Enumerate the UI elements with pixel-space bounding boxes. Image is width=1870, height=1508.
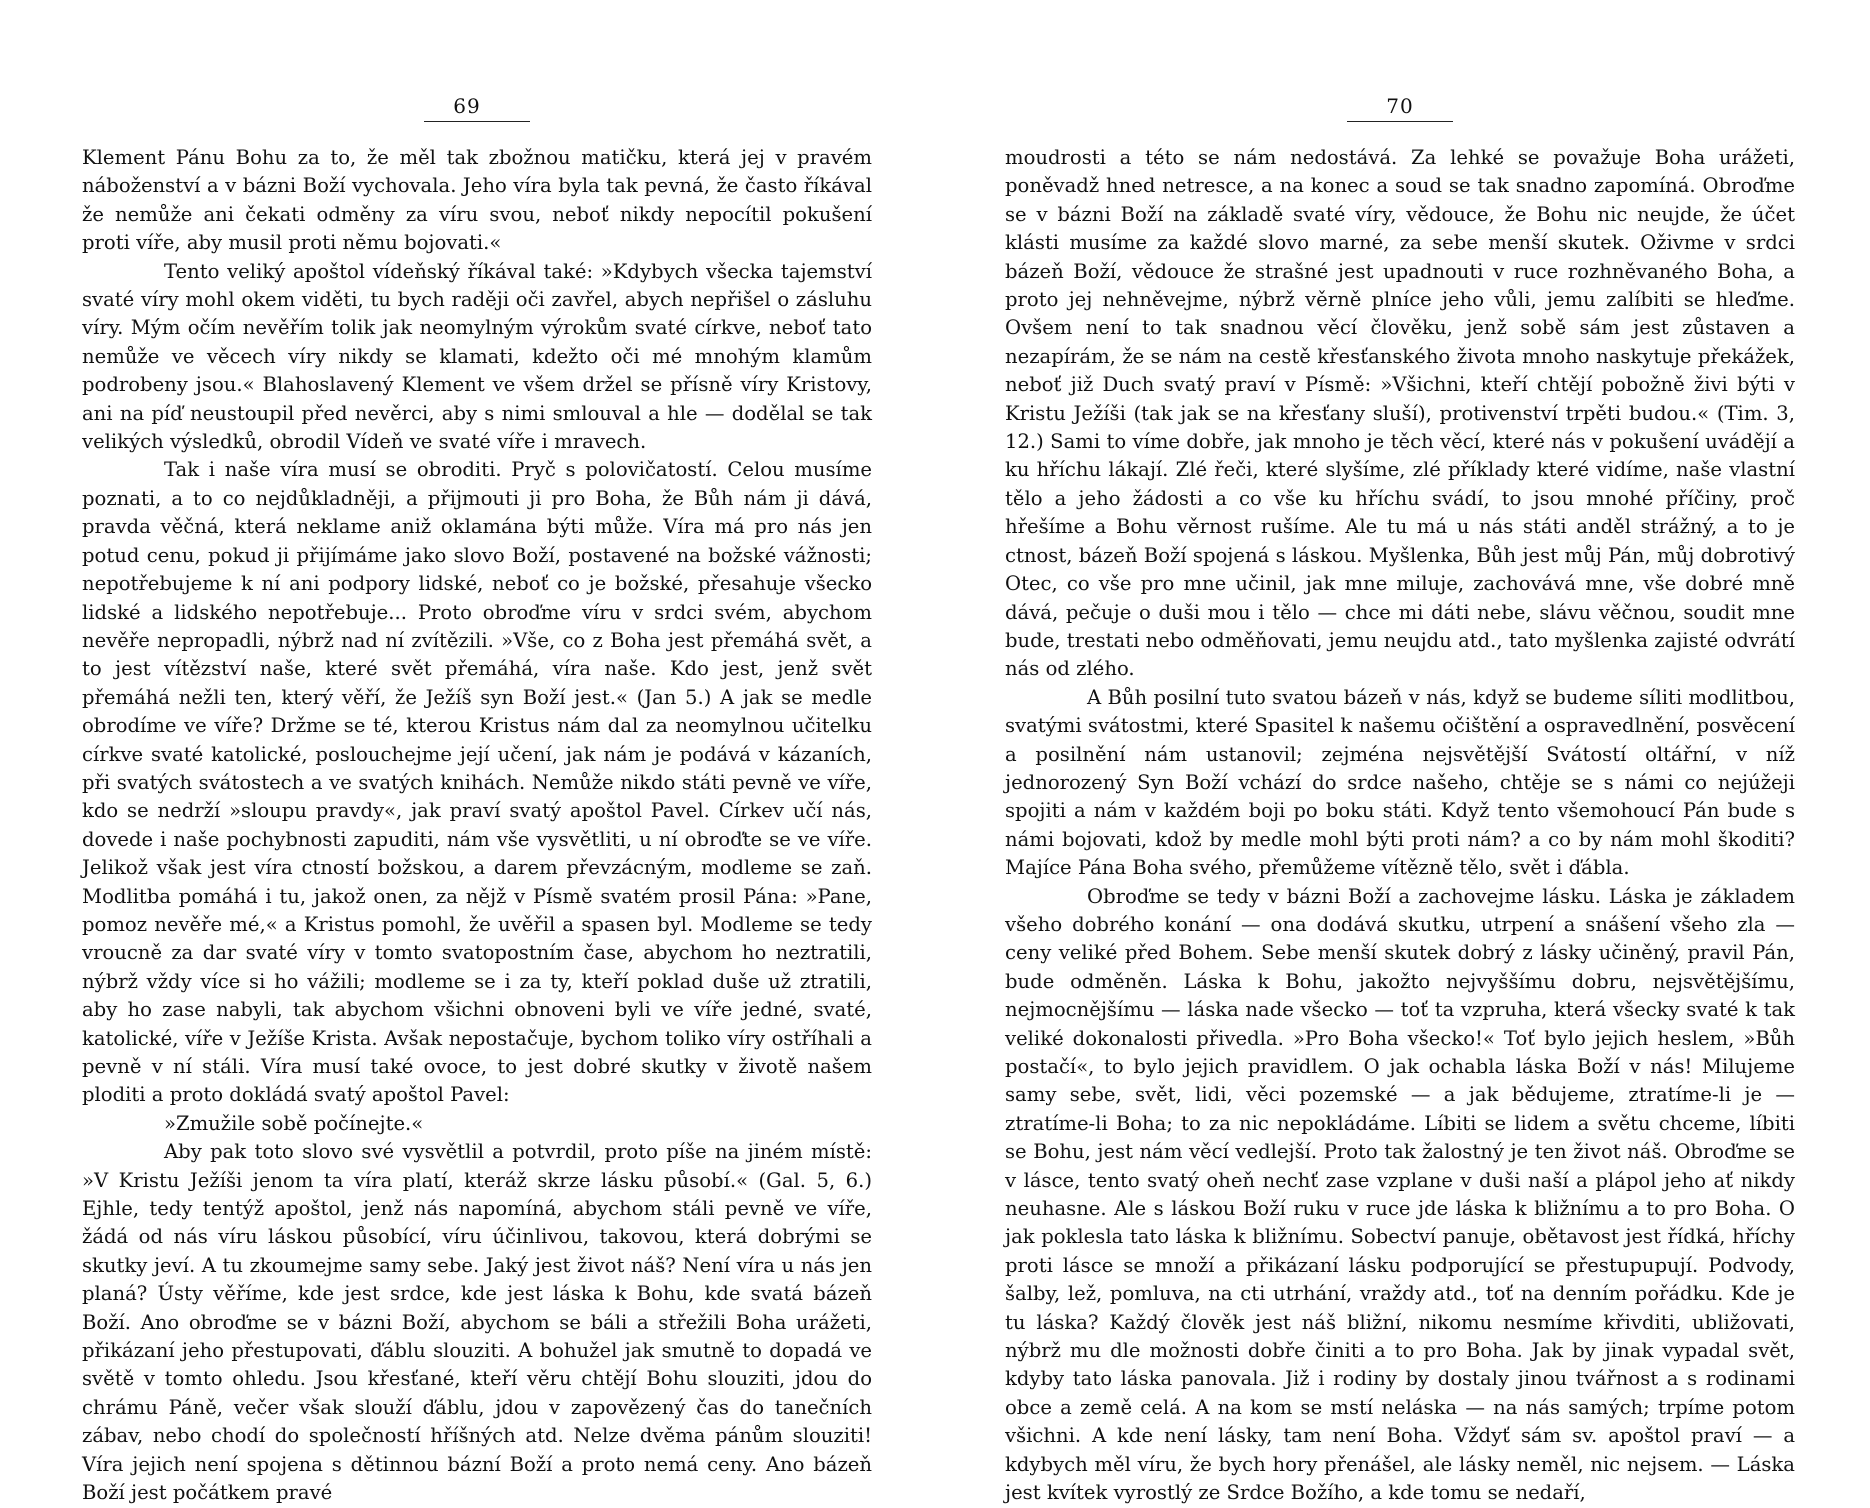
- page-text: [82, 144, 872, 1508]
- page-number-rule: [424, 121, 530, 122]
- paragraph: moudrosti a této se nám nedostává. Za lehké se považuje Boha urážeti, poněvadž hned netresce, a na konec a soud se tak snadno zapomíná. Obroďme se v bázni Boží na základě svaté víry, vědouce, že Bohu nic neujde, že účet klásti musíme za každé slovo marné, za sebe menší skutek. Oživme v srdci bázeň Boží, vědouce že strašné jest upadnouti v ruce rozhněvaného Boha, a proto jej nehněvejme, nýbrž věrně plníce jeho vůli, jemu zalíbiti se hleďme. Ovšem není to tak snadnou věcí člověku, jenž sobě sám jest zůstaven a nezapírám, že se nám na cestě křesťanského života mnoho naskytuje překážek, neboť již Duch svatý praví v Písmě: »Všichni, kteří chtějí pobožně živi býti v Kristu Ježíši (tak jak se na křesťany sluší), protivenství trpěti budou.« (Tim. 3, 12.) Sami to víme dobře, jak mnoho je těch věcí, které nás v pokušení uvádějí a ku hříchu lákají. Zlé řeči, které slyšíme, zlé příklady které vidíme, naše vlastní tělo a jeho žádosti a co vše ku hříchu svádí, to jsou mnohé příčiny, proč hřešíme a Bohu věrnost rušíme. Ale tu má u nás státi anděl strážný, a to je ctnost, bázeň Boží spojená s láskou. Myšlenka, Bůh jest můj Pán, můj dobrotivý Otec, co vše pro mne učinil, jak mne miluje, zachovává mne, vše dobré mně dává, pečuje o duši mou i tělo — chce mi dáti nebe, slávu věčnou, soudit mne bude, trestati nebo odměňovati, jemu neujdu atd., tato myšlenka zajisté odvrátí nás od zlého.: [1005, 146, 1795, 681]
- paragraph: Obroďme se tedy v bázni Boží a zachovejme lásku. Láska je základem všeho dobrého konání — ona dodává skutku, utrpení a snášení všeho zla — ceny veliké před Bohem. Sebe menší skutek dobrý z lásky učiněný, pravil Pán, bude odměněn. Láska k Bohu, jakožto nejvyššímu dobru, nejsvětějšímu, nejmocnějšímu — láska nade všecko — toť ta vzpruha, která všecky svaté k tak veliké dokonalosti přivedla. »Pro Boha všecko!« Toť bylo jejich heslem, »Bůh postačí«, to bylo jejich pravidlem. O jak ochabla láska Boží v nás! Milujeme samy sebe, svět, lidi, věci pozemské — a jak bědujeme, ztratíme-li je — ztratíme-li Boha; to za nic nepokládáme. Líbiti se lidem a světu chceme, líbiti se Bohu, jest nám věcí vedlejší. Proto tak žalostný je ten život náš. Obroďme se v lásce, tento svatý oheň nechť zase vzplane v duši naší a plápol jeho ať nikdy neuhasne. Ale s láskou Boží ruku v ruce jde láska k bližnímu a to pro Boha. O jak poklesla tato láska k bližnímu. Sobectví panuje, obětavost jest řídká, hříchy proti lásce se množí a přikázaní lásku podporující se přestupupují. Podvody, šalby, lež, pomluva, na cti utrhání, vraždy atd., toť na denním pořádku. Kde je tu láska? Každý člověk jest náš bližní, nikomu nesmíme křivditi, ubližovati, nýbrž mu dle možnosti dobře činiti a to pro Boha. Jak by jinak vypadal svět, kdyby tato láska panovala. Již i rodiny by dostaly jinou tvářnost a s rodinami obce a země celá. A na kom se mstí neláska — na nás samých; trpíme potom všichni. A kde není lásky, tam není Boha. Vždyť sám sv. apoštol praví — a kdybych měl víru, že bych hory přenášel, ale lásky neměl, nic nejsem. — Láska jest kvítek vyrostlý ze Srdce Božího, a kde tomu se nedaří,: [1005, 884, 1795, 1505]
- paragraph: Aby pak toto slovo své vysvětlil a potvrdil, proto píše na jiném místě: »V Kristu Ježíši jenom ta víra platí, kteráž skrze lásku působí.« (Gal. 5, 6.) Ejhle, tedy tentýž apoštol, jenž nás napomíná, abychom stáli pevně ve víře, žádá od nás víru láskou působící, víru účinlivou, takovou, která dobrými se skutky jeví. A tu zkoumejme samy sebe. Jaký jest život náš? Není víra u nás jen planá? Ústy věříme, kde jest srdce, kde jest láska k Bohu, kde svatá bázeň Boží. Ano obroďme se v bázni Boží, abychom se báli a střežili Boha urážeti, přikázaní jeho přestupovati, ďáblu slouziti. A bohužel jak smutně to dopadá ve světě v tomto ohledu. Jsou křesťané, kteří věru chtějí Bohu slouziti, jdou do chrámu Páně, večer však slouží ďáblu, jdou v zapovězený čas do tanečních zábav, nebo chodí do společností hříšných atd. Nelze dvěma pánům slouziti! Víra jejich není spojena s dětinnou bázní Boží a proto nemá ceny. Ano bázeň Boží jest počátkem pravé: [82, 1140, 872, 1505]
- paragraph: Tento veliký apoštol vídeňský říkával také: »Kdybych všecka tajemství svaté víry mohl okem viděti, tu bych raději oči zavřel, abych nepřišel o zásluhu víry. Mým očím nevěřím tolik jak neomylným výrokům svaté církve, neboť tato nemůže ve věcech víry nikdy se klamati, kdežto oči mé mnohým klamům podrobeny jsou.« Blahoslavený Klement ve všem držel se přísně víry Kristovy, ani na píď neustoupil před nevěrci, aby s nimi smlouval a hle — dodělal se tak velikých výsledků, obrodil Vídeň ve svaté víře i mravech.: [82, 259, 872, 454]
- left-page: [82, 0, 872, 1505]
- paragraph: A Bůh posilní tuto svatou bázeň v nás, když se budeme síliti modlitbou, svatými svátostmi, které Spasitel k našemu očištění a ospravedlnění, posvěcení a posilnění nám ustanovil; zejména nejsvětější Svátostí oltářní, v níž jednorozený Syn Boží vchází do srdce našeho, chtěje se s námi co nejúžeji spojiti a nám v každém boji po boku státi. Když tento všemohoucí Pán bude s námi bojovati, kdož by medle mohl býti proti nám? a co by nám mohl škoditi? Majíce Pána Boha svého, přemůžeme vítězně tělo, svět i ďábla.: [1005, 685, 1795, 880]
- page-number: 70: [1386, 94, 1414, 118]
- right-page: [1005, 0, 1795, 1505]
- page-number-rule: [1347, 121, 1453, 122]
- page-text: [1005, 144, 1795, 1508]
- quote-line: »Zmužile sobě počínejte.«: [164, 1111, 424, 1135]
- paragraph: Tak i naše víra musí se obroditi. Pryč s polovičatostí. Celou musíme poznati, a to co nejdůkladněji, a přijmouti ji pro Boha, že Bůh nám ji dává, pravda věčná, která neklame aniž oklamána býti může. Víra má pro nás jen potud cenu, pokud ji přijímáme jako slovo Boží, postavené na božské vážnosti; nepotřebujeme k ní ani podpory lidské, neboť co je božské, přesahuje všecko lidské a lidského nepotřebuje... Proto obroďme víru v srdci svém, abychom nevěře nepropadli, nýbrž nad ní zvítězili. »Vše, co z Boha jest přemáhá svět, a to jest vítězství naše, které svět přemáhá, víra naše. Kdo jest, jenž svět přemáhá nežli ten, který věří, že Ježíš syn Boží jest.« (Jan 5.) A jak se medle obrodíme ve víře? Držme se té, kterou Kristus nám dal za neomylnou učitelku církve svaté katolické, poslouchejme její učení, jak nám je podává v kázaních, při svatých svátostech a ve svatých knihách. Nemůže nikdo státi pevně ve víře, kdo se nedrží »sloupu pravdy«, jak praví svatý apoštol Pavel. Církev učí nás, dovede i naše pochybnosti zapuditi, nám vše vysvětliti, u ní obroďte se ve víře. Jelikož však jest víra ctností božskou, a darem převzácným, modleme se zaň. Modlitba pomáhá i tu, jakož onen, za nějž v Písmě svatém prosil Pána: »Pane, pomoz nevěře mé,« a Kristus pomohl, že uvěřil a spasen byl. Modleme se tedy vroucně za dar svaté víry v tomto svatopostním čase, abychom ho neztratili, nýbrž vždy více si ho vážili; modleme se i za ty, kteří poklad duše už ztratili, aby ho zase nabyli, tak abychom všichni obnoveni byli ve víře jedné, svaté, katolické, víře v Ježíše Krista. Avšak nepostačuje, bychom toliko víry ostříhali a pevně v ní stáli. Víra musí také ovoce, to jest dobré skutky v životě našem ploditi a proto dokládá svatý apoštol Pavel:: [82, 458, 872, 1107]
- paragraph: Klement Pánu Bohu za to, že měl tak zbožnou matičku, která jej v pravém náboženství a v bázni Boží vychovala. Jeho víra byla tak pevná, že často říkával že nemůže ani čekati odměny za víru svou, neboť nikdy nepocítil pokušení proti víře, aby musil proti němu bojovati.«: [82, 146, 872, 255]
- page-number: 69: [453, 94, 481, 118]
